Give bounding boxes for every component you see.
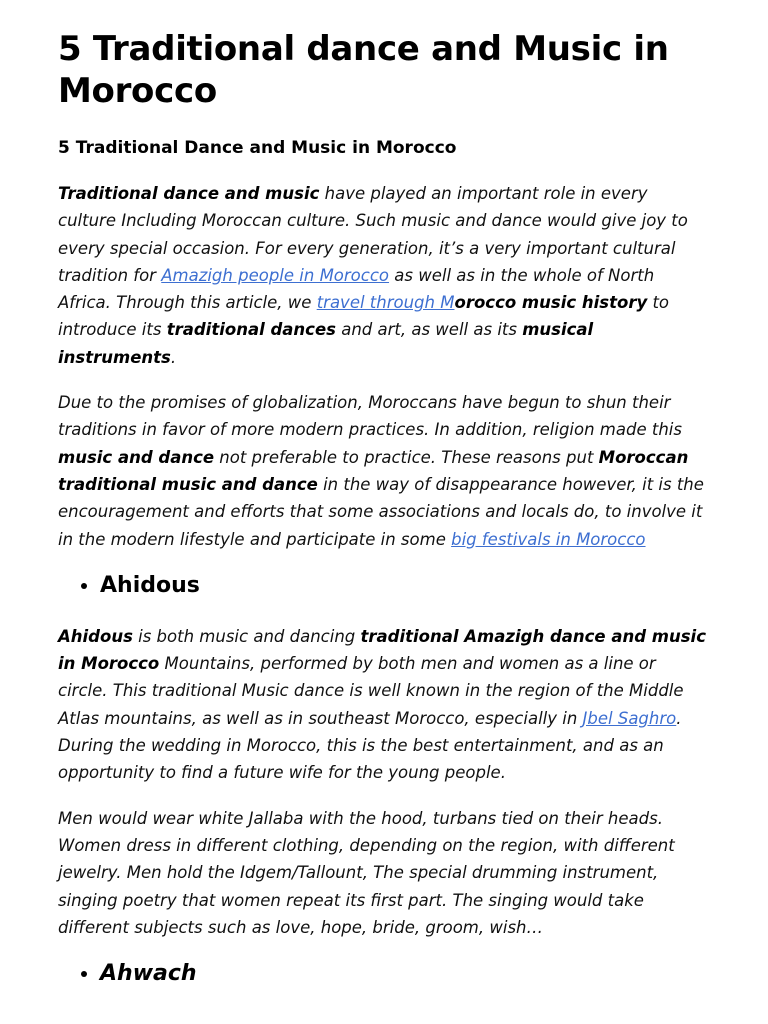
section-list-ahidous	[58, 571, 710, 601]
link-travel-through[interactable]: travel through M	[316, 293, 455, 313]
body-text: .	[170, 347, 177, 367]
body-text: . During the wedding in Morocco, this is the best entertainment, and as an opportunity to find a future wife for the young people.	[58, 708, 682, 783]
bold-text: Ahidous	[58, 626, 133, 646]
section-list-ahwach	[58, 959, 710, 989]
link-amazigh-people[interactable]: Amazigh people in Morocco	[161, 265, 390, 285]
paragraph-ahidous-dress	[58, 805, 710, 941]
section-heading-ahwach	[100, 959, 710, 989]
link-jbel-saghro[interactable]: Jbel Saghro	[582, 708, 677, 728]
body-text: Due to the promises of globalization, Moroccans have begun to shun their traditions in favor of more modern practices. In addition, religion made this	[58, 393, 682, 440]
bold-text: traditional Amazigh dance and music in Morocco	[58, 626, 706, 674]
body-text: Men would wear white Jallaba with the hood, turbans tied on their heads. Women dress in different clothing, depending on the region, with different jewelry. Men hold the Idgem/Tallount, The special drumming instrument, singing poetry that women repeat its first part. The singing would take different subjects such as love, hope, bride, groom, wish…	[58, 808, 675, 937]
body-text: Mountains, performed by both men and women as a line or circle. This traditional Music dance is well known in the region of the Middle Atlas mountains, as well as in southeast Morocco, especially in	[58, 654, 684, 728]
body-text: have played an important role in every culture Including Moroccan culture. Such music and dance would give joy to every special occasion. For every generation, it’s a very important cultural tradition for	[58, 184, 688, 285]
body-text: is both music and dancing	[132, 626, 361, 646]
body-text: to introduce its	[58, 293, 670, 340]
section-heading-text: Ahwach	[100, 961, 197, 987]
body-text: in the way of disappearance however, it is the encouragement and efforts that some associations and locals do, to involve it in the modern lifestyle and participate in some	[58, 474, 704, 549]
bold-text: traditional dances	[166, 320, 336, 340]
body-text: and art, as well as its	[335, 320, 523, 340]
body-text: not preferable to practice. These reasons put	[214, 447, 599, 467]
bold-text: orocco music history	[454, 293, 648, 313]
bold-text: musical instruments	[58, 320, 594, 367]
link-big-festivals[interactable]: big festivals in Morocco	[451, 529, 646, 549]
bold-text: Traditional dance and music	[58, 184, 320, 203]
paragraph-globalization	[58, 389, 710, 553]
paragraph-ahidous	[58, 623, 710, 787]
body-text: as well as in the whole of North Africa. Through this article, we	[58, 265, 655, 313]
paragraph-intro	[58, 180, 710, 371]
bold-text: Moroccan traditional music and dance	[58, 447, 689, 494]
page-title: 5 Traditional dance and Music in Morocco	[58, 29, 669, 111]
article-subtitle: 5 Traditional Dance and Music in Morocco	[58, 138, 457, 158]
bold-text: music and dance	[58, 447, 215, 467]
section-heading-ahidous: • Ahidous	[100, 571, 710, 601]
